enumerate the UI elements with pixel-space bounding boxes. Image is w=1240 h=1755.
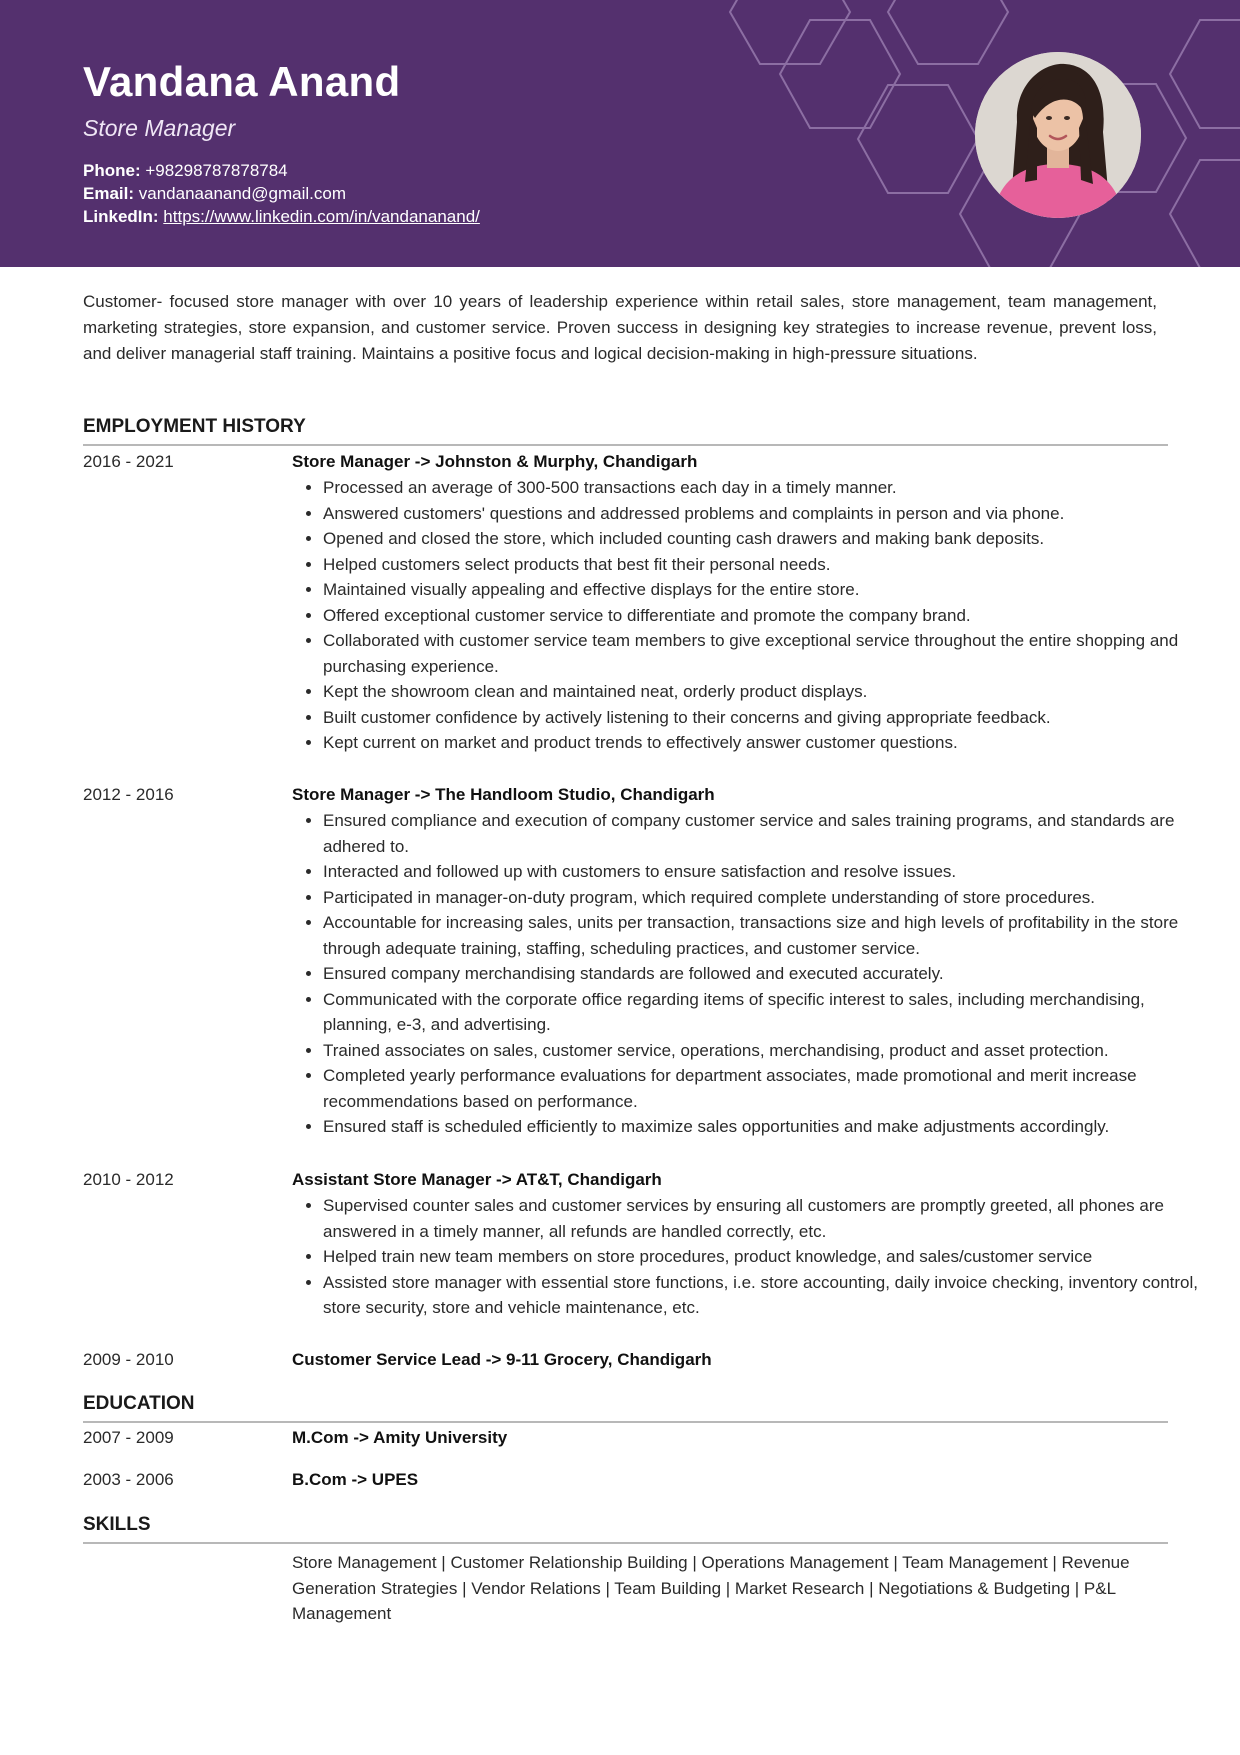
- education-dates: 2007 - 2009: [83, 1428, 174, 1447]
- phone-label: Phone:: [83, 161, 141, 180]
- section-title-employment: EMPLOYMENT HISTORY: [83, 416, 306, 437]
- job-title: Assistant Store Manager -> AT&T, Chandigarh: [292, 1170, 662, 1189]
- job-dates: 2016 - 2021: [83, 452, 174, 471]
- list-item: • Processed an average of 300-500 transactions each day in a timely manner.: [323, 475, 1203, 501]
- list-item: • Helped customers select products that best fit their personal needs.: [323, 552, 1203, 578]
- list-item: • Ensured staff is scheduled efficiently to maximize sales opportunities and make adjustments accordingly.: [323, 1114, 1203, 1140]
- list-item: • Maintained visually appealing and effective displays for the entire store.: [323, 577, 1203, 603]
- portrait-illustration: [975, 52, 1141, 218]
- education-dates: 2003 - 2006: [83, 1470, 174, 1489]
- list-item: • Answered customers' questions and addressed problems and complaints in person and via phone.: [323, 501, 1203, 527]
- education-degree: B.Com -> UPES: [292, 1470, 419, 1489]
- contact-email: [83, 184, 346, 204]
- section-title-education: EDUCATION: [83, 1393, 195, 1414]
- section-divider: [83, 1542, 1168, 1544]
- contact-linkedin: [83, 207, 480, 227]
- list-item: • Supervised counter sales and customer services by ensuring all customers are promptly greeted, all phones are answered in a timely manner, all refunds are handled correctly, etc.: [323, 1193, 1203, 1244]
- list-item: • Accountable for increasing sales, units per transaction, transactions size and high levels of profitability in the store through adequate training, staffing, scheduling practices, and customer service.: [323, 910, 1203, 961]
- list-item: • Collaborated with customer service team members to give exceptional service throughout the entire shopping and purchasing experience.: [323, 628, 1203, 679]
- list-item: • Interacted and followed up with customers to ensure satisfaction and resolve issues.: [323, 859, 1203, 885]
- header-banner: [0, 0, 1240, 267]
- contact-phone: [83, 161, 288, 181]
- linkedin-label: LinkedIn:: [83, 207, 159, 226]
- job-dates: 2010 - 2012: [83, 1170, 174, 1189]
- section-divider: [83, 1421, 1168, 1423]
- list-item: • Ensured compliance and execution of company customer service and sales training programs, and standards are adhered to.: [323, 808, 1203, 859]
- job-responsibilities: [292, 808, 1203, 1140]
- list-item: • Communicated with the corporate office regarding items of specific interest to sales, including merchandising, planning, e-3, and advertising.: [323, 987, 1203, 1038]
- candidate-name: Vandana Anand: [83, 58, 401, 105]
- job-responsibilities: [292, 1193, 1203, 1321]
- list-item: • Offered exceptional customer service to differentiate and promote the company brand.: [323, 603, 1203, 629]
- list-item: • Helped train new team members on store procedures, product knowledge, and sales/customer service: [323, 1244, 1203, 1270]
- candidate-role: Store Manager: [83, 115, 236, 141]
- job-dates: 2009 - 2010: [83, 1350, 174, 1369]
- list-item: • Kept current on market and product trends to effectively answer customer questions.: [323, 730, 1203, 756]
- job-title: Store Manager -> The Handloom Studio, Chandigarh: [292, 785, 715, 804]
- section-title-skills: SKILLS: [83, 1514, 151, 1535]
- email-value: vandanaanand@gmail.com: [138, 184, 346, 203]
- list-item: • Participated in manager-on-duty program, which required complete understanding of store procedures.: [323, 885, 1203, 911]
- list-item: • Opened and closed the store, which included counting cash drawers and making bank deposits.: [323, 526, 1203, 552]
- job-dates: 2012 - 2016: [83, 785, 174, 804]
- section-divider: [83, 444, 1168, 446]
- list-item: • Trained associates on sales, customer service, operations, merchandising, product and asset protection.: [323, 1038, 1203, 1064]
- linkedin-link[interactable]: https://www.linkedin.com/in/vandananand/: [163, 207, 480, 226]
- email-label: Email:: [83, 184, 135, 203]
- skills-list: Store Management | Customer Relationship Building | Operations Management | Team Management | Revenue Generation Strategies | Vendor Relations | Team Building | Market Research | Negotiations & Budgeting | P&L Management: [292, 1553, 1130, 1623]
- job-title: Customer Service Lead -> 9-11 Grocery, Chandigarh: [292, 1350, 712, 1369]
- education-degree: M.Com -> Amity University: [292, 1428, 508, 1447]
- list-item: • Assisted store manager with essential store functions, i.e. store accounting, daily invoice checking, inventory control, store security, store and vehicle maintenance, etc.: [323, 1270, 1203, 1321]
- phone-value: +98298787878784: [145, 161, 288, 180]
- list-item: • Ensured company merchandising standards are followed and executed accurately.: [323, 961, 1203, 987]
- list-item: • Built customer confidence by actively listening to their concerns and giving appropriate feedback.: [323, 705, 1203, 731]
- list-item: • Completed yearly performance evaluations for department associates, made promotional and merit increase recommendations based on performance.: [323, 1063, 1203, 1114]
- profile-summary: Customer- focused store manager with over 10 years of leadership experience within retail sales, store management, team management, marketing strategies, store expansion, and customer service. Proven success in designing key strategies to increase revenue, prevent loss, and deliver managerial staff training. Maintains a positive focus and logical decision-making in high-pressure situations.: [83, 292, 1157, 363]
- list-item: • Kept the showroom clean and maintained neat, orderly product displays.: [323, 679, 1203, 705]
- profile-photo: [975, 52, 1141, 218]
- job-title: Store Manager -> Johnston & Murphy, Chandigarh: [292, 452, 698, 471]
- job-responsibilities: [292, 475, 1203, 756]
